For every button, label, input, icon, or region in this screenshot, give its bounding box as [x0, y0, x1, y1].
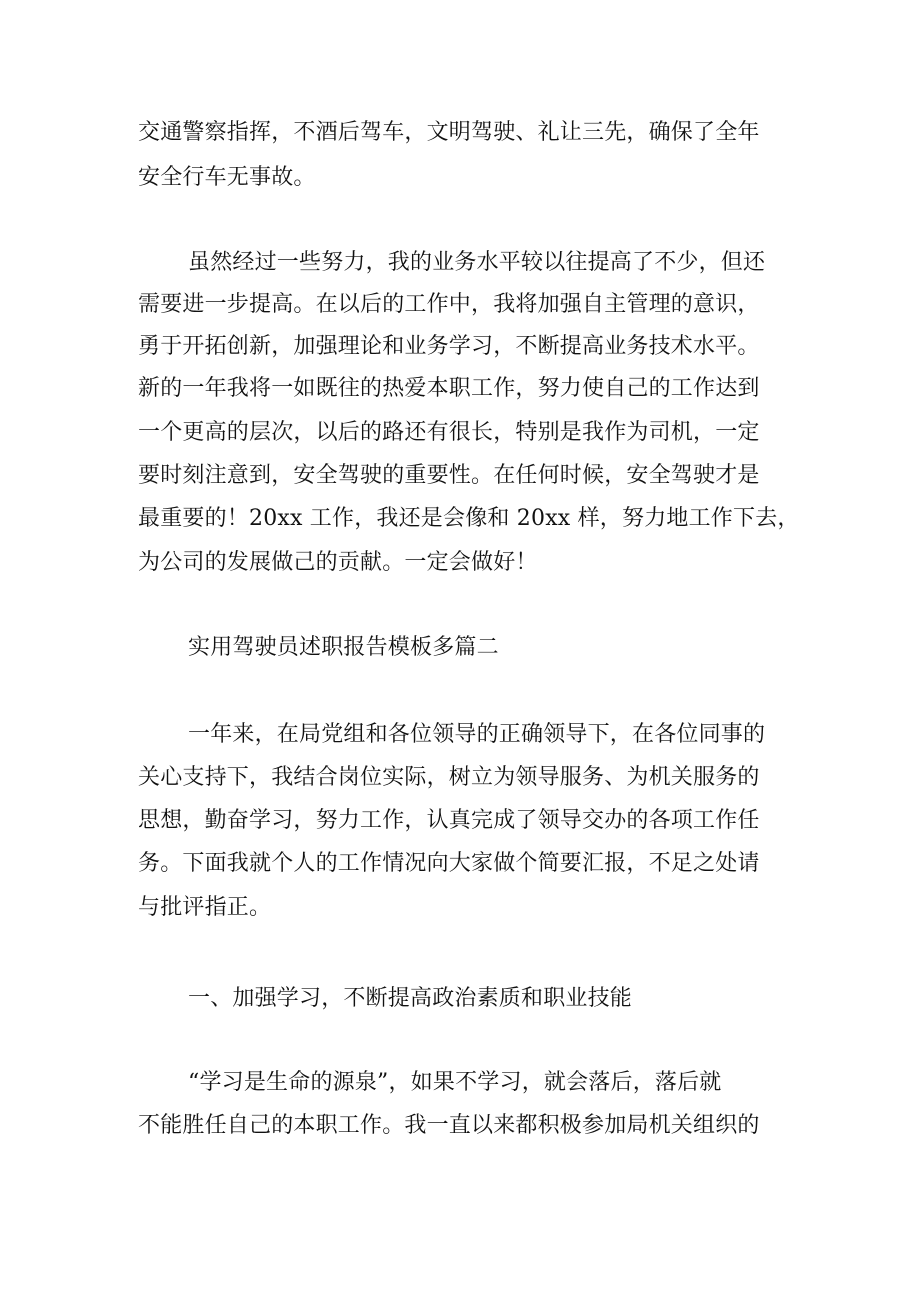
paragraph-2-line-3: 勇于开拓创新，加强理论和业务学习，不断提高业务技术水平。: [138, 334, 760, 359]
paragraph-3-line-1: 一年来，在局党组和各位领导的正确领导下，在各位同事的: [188, 722, 766, 747]
paragraph-2-line-8: 为公司的发展做己的贡献。一定会做好！: [138, 550, 538, 575]
subheading-1: 一、加强学习，不断提高政治素质和职业技能: [188, 986, 633, 1011]
paragraph-4-line-1: “学习是生命的源泉”，如果不学习，就会落后，落后就: [188, 1070, 722, 1095]
paragraph-3-line-2: 关心支持下，我结合岗位实际，树立为领导服务、为机关服务的: [138, 765, 760, 790]
paragraph-2-line-7: 最重要的！20xx 工作，我还是会像和 20xx 样，努力地工作下去，: [138, 506, 800, 531]
paragraph-2-line-4: 新的一年我将一如既往的热爱本职工作，努力使自己的工作达到: [138, 376, 760, 401]
paragraph-4-line-2: 不能胜任自己的本职工作。我一直以来都积极参加局机关组织的: [138, 1113, 760, 1138]
paragraph-1-line-2: 安全行车无事故。: [138, 165, 316, 190]
paragraph-2-line-6: 要时刻注意到，安全驾驶的重要性。在任何时候，安全驾驶才是: [138, 463, 760, 488]
paragraph-2-line-2: 需要进一步提高。在以后的工作中，我将加强自主管理的意识，: [138, 292, 760, 317]
paragraph-2-line-5: 一个更高的层次，以后的路还有很长，特别是我作为司机，一定: [138, 420, 760, 445]
paragraph-1-line-1: 交通警察指挥，不酒后驾车，文明驾驶、礼让三先，确保了全年: [138, 120, 760, 145]
paragraph-2-line-1: 虽然经过一些努力，我的业务水平较以往提高了不少，但还: [188, 250, 766, 275]
paragraph-3-line-4: 务。下面我就个人的工作情况向大家做个简要汇报，不足之处请: [138, 851, 760, 876]
paragraph-3-line-5: 与批评指正。: [138, 895, 272, 920]
section-title: 实用驾驶员述职报告模板多篇二: [188, 635, 499, 660]
paragraph-3-line-3: 思想，勤奋学习，努力工作，认真完成了领导交办的各项工作任: [138, 808, 760, 833]
